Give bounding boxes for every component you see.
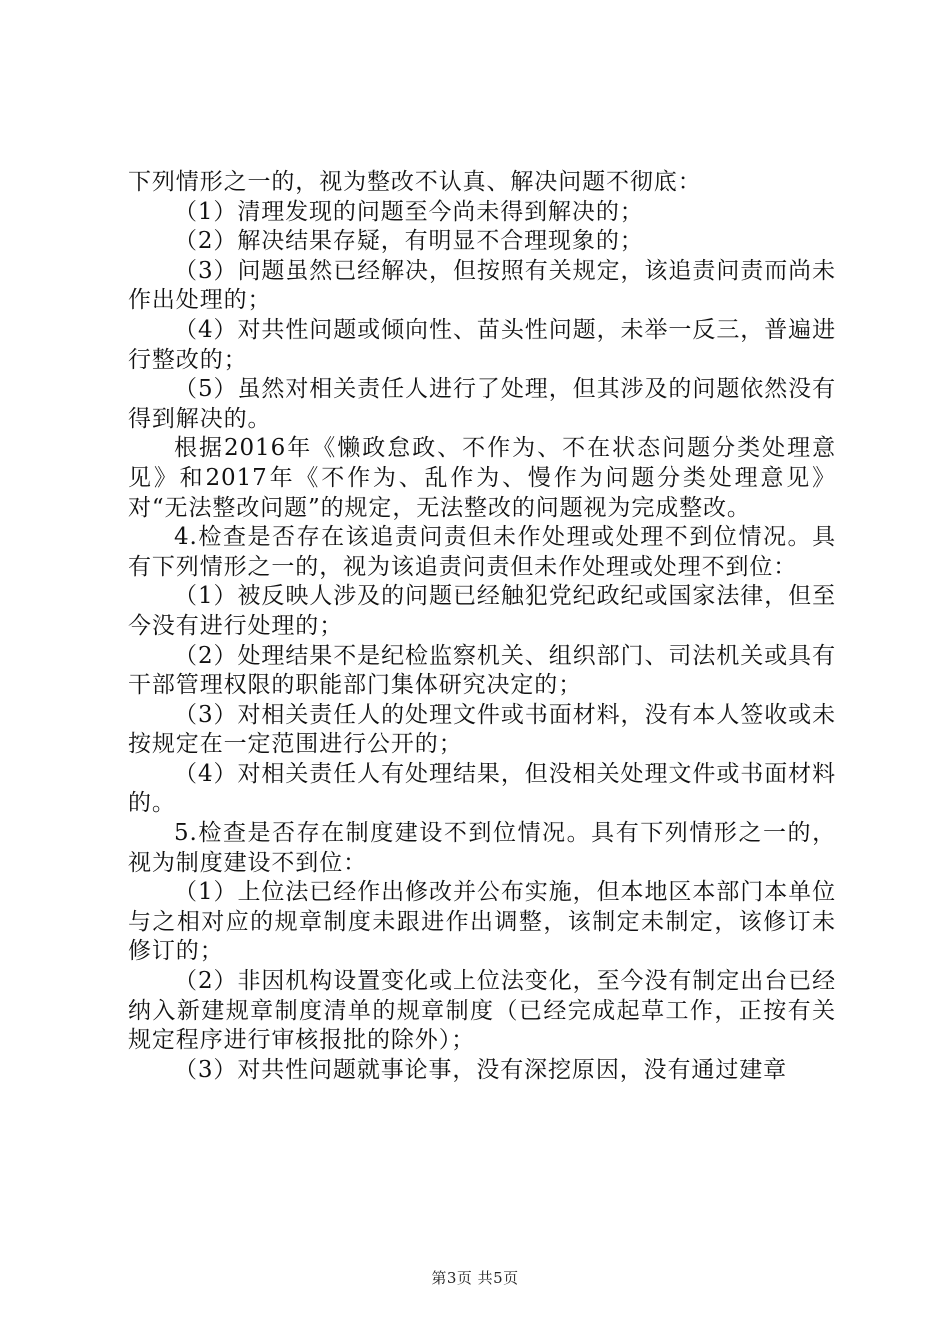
paragraph: （2）处理结果不是纪检监察机关、组织部门、司法机关或具有干部管理权限的职能部门集体研究决定的； (128, 642, 836, 699)
paragraph: （1）被反映人涉及的问题已经触犯党纪政纪或国家法律，但至今没有进行处理的； (128, 583, 836, 639)
paragraph: 根据2016年《懒政怠政、不作为、不在状态问题分类处理意见》和2017年《不作为、乱作为、慢作为问题分类处理意见》对“无法整改问题”的规定，无法整改的问题视为完成整改。 (128, 435, 836, 521)
paragraph: （5）虽然对相关责任人进行了处理，但其涉及的问题依然没有得到解决的。 (128, 376, 836, 432)
paragraph: （1）上位法已经作出修改并公布实施，但本地区本部门本单位与之相对应的规章制度未跟进作出调整，该制定未制定，该修订未修订的； (128, 879, 836, 965)
paragraph: （4）对相关责任人有处理结果，但没相关处理文件或书面材料的。 (128, 760, 836, 817)
paragraph: （2）非因机构设置变化或上位法变化，至今没有制定出台已经纳入新建规章制度清单的规章制度（已经完成起草工作，正按有关规定程序进行审核报批的除外）； (128, 968, 836, 1054)
paragraph: （2）解决结果存疑，有明显不合理现象的； (174, 228, 644, 255)
paragraph: 下列情形之一的，视为整改不认真、解决问题不彻底： (128, 169, 702, 195)
paragraph: （1）清理发现的问题至今尚未得到解决的； (174, 198, 644, 225)
paragraph: （4）对共性问题或倾向性、苗头性问题，未举一反三，普遍进行整改的； (128, 316, 836, 373)
paragraph: （3）对共性问题就事论事，没有深挖原因，没有通过建章 (174, 1056, 788, 1083)
document-body (128, 168, 836, 1085)
section-heading-paragraph: 4.检查是否存在该追责问责但未作处理或处理不到位情况。具有下列情形之一的，视为该追责问责但未作处理或处理不到位： (128, 524, 836, 580)
paragraph: （3）对相关责任人的处理文件或书面材料，没有本人签收或未按规定在一定范围进行公开的； (128, 701, 836, 758)
paragraph: （3）问题虽然已经解决，但按照有关规定，该追责问责而尚未作出处理的； (128, 257, 836, 314)
section-heading-paragraph: 5.检查是否存在制度建设不到位情况。具有下列情形之一的，视为制度建设不到位： (128, 820, 836, 876)
page-footer: 第3页 共5页 (431, 1269, 519, 1287)
